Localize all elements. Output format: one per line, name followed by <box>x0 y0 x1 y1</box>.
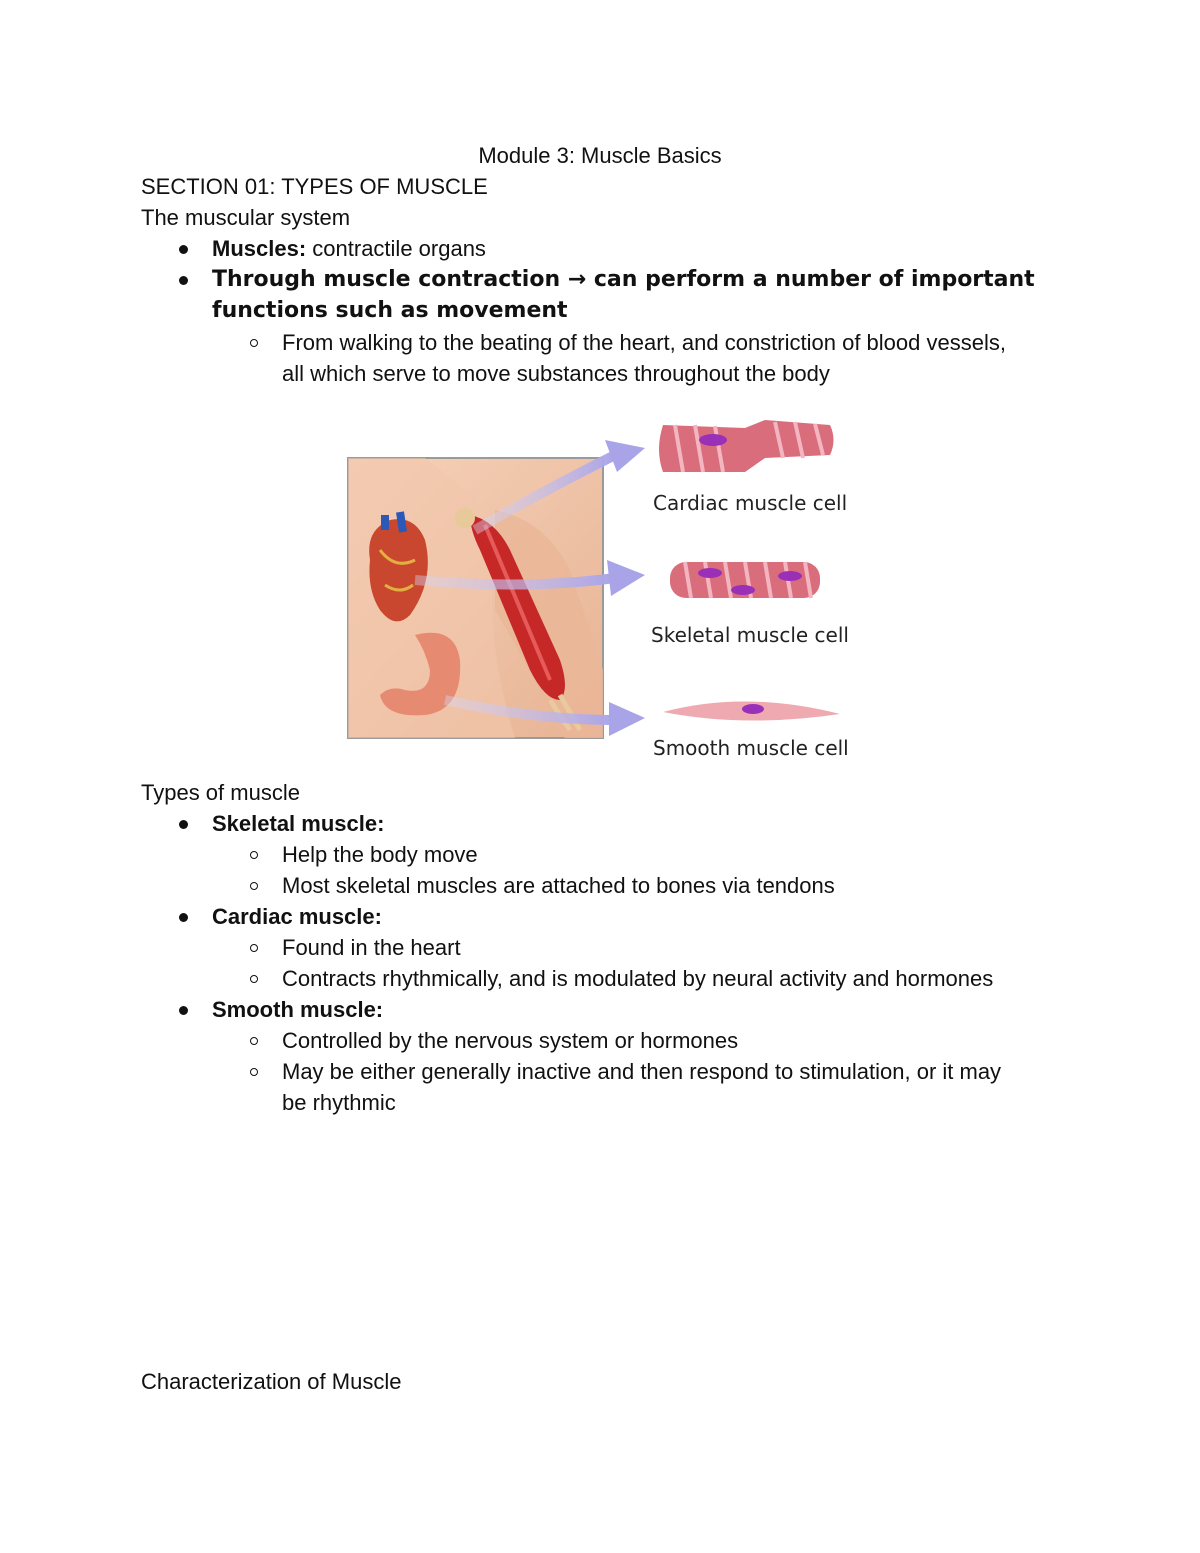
cardiac-point-2: Contracts rhythmically, and is modulated by neural activity and hormones <box>282 966 994 991</box>
section-heading: SECTION 01: TYPES OF MUSCLE <box>141 174 488 199</box>
types-heading: Types of muscle <box>141 780 300 805</box>
contraction-line-2: functions such as movement <box>212 298 568 323</box>
sub-bullet-circle <box>250 1037 258 1045</box>
bullet-dot <box>179 276 188 285</box>
bullet-dot <box>179 820 188 829</box>
sub-bullet-line-2: all which serve to move substances throughout the body <box>282 361 830 386</box>
sub-bullet-circle <box>250 339 258 347</box>
sub-bullet-circle <box>250 882 258 890</box>
cardiac-cell-label: Cardiac muscle cell <box>653 491 848 515</box>
contraction-line-1: Through muscle contraction → can perform a number of important <box>212 267 1035 292</box>
smooth-cell-label: Smooth muscle cell <box>653 736 849 760</box>
cardiac-point-1: Found in the heart <box>282 935 461 960</box>
skeletal-cell-label: Skeletal muscle cell <box>651 623 849 647</box>
bullet-dot <box>179 1006 188 1015</box>
smooth-point-1: Controlled by the nervous system or hormones <box>282 1028 739 1053</box>
sub-bullet-circle <box>250 1068 258 1076</box>
skeletal-heading: Skeletal muscle: <box>212 811 385 836</box>
cardiac-heading: Cardiac muscle: <box>212 904 382 929</box>
sub-bullet-circle <box>250 944 258 952</box>
muscles-definition: contractile organs <box>312 236 486 261</box>
smooth-cell-icon <box>663 701 840 720</box>
smooth-point-2-line-1: May be either generally inactive and then respond to stimulation, or it may <box>282 1059 1002 1084</box>
skeletal-point-2: Most skeletal muscles are attached to bones via tendons <box>282 873 835 898</box>
sub-bullet-line-1: From walking to the beating of the heart, and constriction of blood vessels, <box>282 330 1006 355</box>
characterization-heading: Characterization of Muscle <box>141 1369 402 1394</box>
smooth-point-2-line-2: be rhythmic <box>282 1090 396 1115</box>
muscles-term: Muscles: <box>212 236 307 261</box>
bullet-dot <box>179 913 188 922</box>
intro-heading: The muscular system <box>141 205 351 230</box>
bullet-muscles <box>212 235 486 263</box>
sub-bullet-circle <box>250 975 258 983</box>
page-title: Module 3: Muscle Basics <box>478 143 722 168</box>
muscle-illustration <box>345 410 865 775</box>
sub-bullet-circle <box>250 851 258 859</box>
muscle-types-figure <box>345 410 865 775</box>
bullet-dot <box>179 245 188 254</box>
skeletal-cell-icon <box>670 562 820 598</box>
skeletal-point-1: Help the body move <box>282 842 478 867</box>
smooth-heading: Smooth muscle: <box>212 997 384 1022</box>
cardiac-cell-icon <box>659 420 834 472</box>
